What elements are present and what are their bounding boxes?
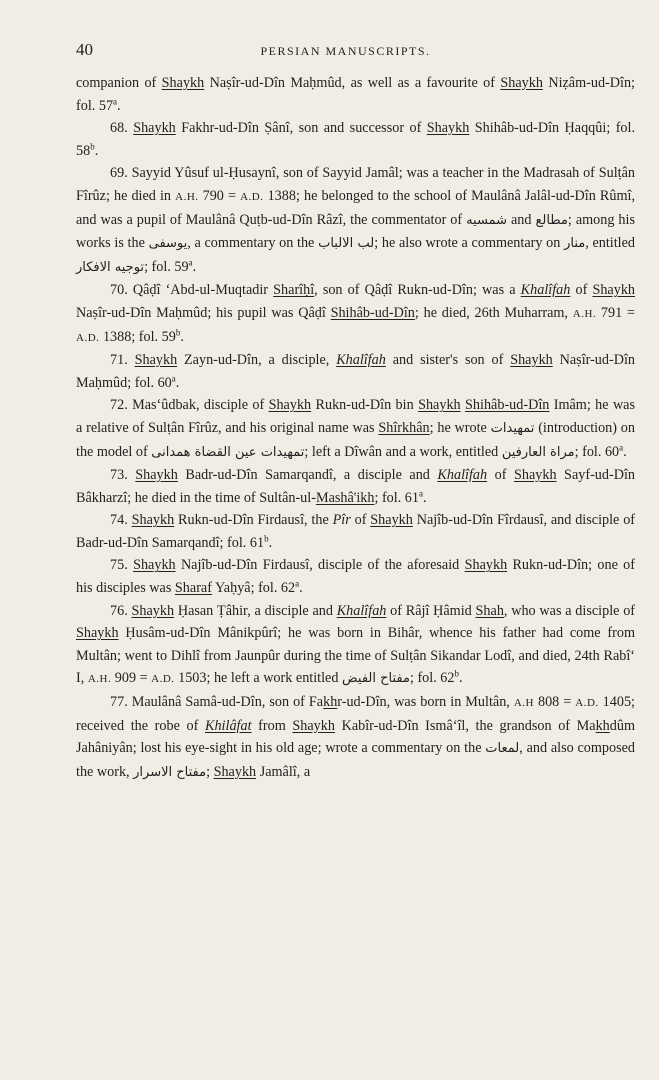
entry-73 bbox=[76, 464, 635, 509]
text: ; fol. 60 bbox=[574, 443, 620, 460]
text: 71. bbox=[110, 352, 135, 369]
text: of Râjî Ḥâmid bbox=[386, 602, 476, 619]
folio-superscript: b bbox=[90, 141, 95, 152]
text: Kabîr-ud-Dîn Ismâ‘îl, the grandson of Ma bbox=[334, 717, 596, 734]
text: , a commentary on the bbox=[187, 235, 319, 252]
text: Shah bbox=[475, 602, 504, 619]
text: ; left a Dîwân and a work, entitled bbox=[304, 443, 502, 460]
text: dûm Jahâniyân; lost his eye-sight in his old age; wrote a commentary on the bbox=[76, 717, 635, 757]
text: Zayn-ud-Dîn, a disciple, bbox=[177, 352, 337, 369]
text: 1503; he left a work entitled bbox=[174, 670, 342, 687]
text: ; fol. 61 bbox=[374, 489, 419, 506]
entry-76 bbox=[76, 600, 635, 691]
folio-superscript: b bbox=[264, 533, 269, 544]
entry-71 bbox=[76, 349, 635, 394]
text: Ḥasan Ṭâhir, a disciple and bbox=[174, 602, 337, 619]
text: companion of bbox=[76, 75, 162, 91]
text: Sharîḥî bbox=[273, 282, 315, 299]
text: Shaykh bbox=[268, 397, 312, 414]
text: . bbox=[623, 443, 627, 460]
text: 75. bbox=[110, 557, 134, 574]
text: Shihâb-ud-Dîn bbox=[465, 397, 550, 414]
folio-superscript: a bbox=[171, 372, 176, 383]
text: ; he also wrote a commentary on bbox=[374, 235, 565, 252]
text: Najîb-ud-Dîn Fîrdausî, and disciple of Badr-ud-Dîn Samarqandî; fol. 61 bbox=[76, 512, 636, 551]
entry-69 bbox=[76, 162, 635, 279]
arabic-title: مراة العارفین bbox=[501, 444, 575, 460]
text: ; among his works is the bbox=[76, 211, 635, 252]
text: from bbox=[251, 717, 293, 734]
text: 69. Sayyid Yûsuf ul-Ḥusaynî, son of Sayyid Jamâl; was a teacher in the Madrasah of Sulṭân Fîrûz; he died in bbox=[76, 165, 635, 204]
text: A.D. bbox=[151, 673, 175, 686]
text: kh bbox=[323, 694, 338, 711]
text: Shîrkhân bbox=[378, 419, 430, 436]
text: 70. Qâḍî ‘Abd-ul-Muqtadir bbox=[110, 282, 274, 299]
folio-superscript: b bbox=[175, 326, 181, 337]
text: Khalîfah bbox=[520, 282, 571, 299]
text: 73. bbox=[110, 467, 136, 484]
arabic-title: لمعات bbox=[485, 741, 520, 757]
text: 1388; fol. 59 bbox=[99, 328, 176, 345]
text: . bbox=[180, 328, 184, 345]
text: 808 = bbox=[533, 694, 576, 711]
text: Shaykh bbox=[161, 75, 205, 91]
text: 74. bbox=[110, 512, 132, 529]
text: Shaykh bbox=[510, 352, 553, 369]
text: A.H. bbox=[87, 673, 112, 686]
text: . bbox=[175, 374, 180, 391]
text: 790 = bbox=[198, 187, 241, 204]
page-header bbox=[76, 34, 635, 72]
text: A.H. bbox=[572, 307, 597, 320]
text: Badr-ud-Dîn Samarqandî, a disciple and bbox=[177, 467, 438, 484]
text: 72. Mas‘ûdbak, disciple of bbox=[110, 397, 269, 414]
text: 1405; received the robe of bbox=[76, 694, 635, 734]
text: Shaykh bbox=[133, 120, 176, 137]
text: Yaḥyâ; fol. 62 bbox=[211, 580, 296, 597]
text: A.H bbox=[513, 697, 534, 710]
text: Shaykh bbox=[292, 717, 335, 734]
entry-68 bbox=[76, 117, 635, 162]
text: Shaykh bbox=[131, 512, 175, 529]
text: Rukn-ud-Dîn; one of his disciples was bbox=[76, 557, 636, 597]
catalogue-text bbox=[76, 72, 635, 784]
text: 76. bbox=[110, 602, 132, 619]
text: . bbox=[192, 258, 197, 275]
text: Pîr bbox=[332, 512, 351, 529]
text: Shaykh bbox=[135, 467, 178, 484]
arabic-title: مطالع bbox=[535, 212, 568, 228]
text: Sayf-ud-Dîn Bâkharzî; he died in the time of Sultân-ul- bbox=[76, 467, 635, 506]
text: Imâm; he was a relative of Sulṭân Fîrûz, and his original name was bbox=[76, 397, 636, 436]
text: . bbox=[299, 580, 303, 597]
text: 791 = bbox=[596, 304, 635, 321]
folio-superscript: a bbox=[295, 578, 300, 589]
text: Khalîfah bbox=[336, 602, 387, 619]
entry-67-continuation bbox=[76, 72, 635, 117]
text: and bbox=[506, 211, 536, 228]
arabic-title: تمهیدات عین القضاة همدانی bbox=[151, 444, 305, 460]
folio-superscript: a bbox=[188, 257, 193, 268]
text: Shaykh bbox=[370, 512, 413, 529]
text: . bbox=[94, 142, 99, 159]
text: A.D. bbox=[240, 190, 264, 203]
text: Rukn-ud-Dîn Firdausî, the bbox=[174, 512, 333, 529]
entry-77 bbox=[76, 691, 635, 784]
text: ; bbox=[206, 763, 214, 780]
text: Shaykh bbox=[134, 352, 178, 369]
text: ; fol. 62 bbox=[409, 670, 455, 687]
text: Najîb-ud-Dîn Firdausî, disciple of the aforesaid bbox=[175, 557, 465, 574]
arabic-title: لب الالباب bbox=[318, 236, 375, 252]
text: . bbox=[458, 670, 463, 687]
arabic-title: مفتاح الاسرار bbox=[133, 764, 207, 780]
entry-74 bbox=[76, 509, 635, 554]
page-number: 40 bbox=[76, 40, 93, 59]
text: ; fol. 59 bbox=[144, 258, 189, 275]
text: 68. bbox=[110, 120, 134, 137]
folio-superscript: b bbox=[454, 668, 459, 679]
entry-72 bbox=[76, 394, 635, 464]
text: Shaykh bbox=[513, 467, 557, 484]
text: Shihâb-ud-Dîn bbox=[330, 304, 415, 321]
text: A.D. bbox=[575, 697, 599, 710]
text: , entitled bbox=[585, 235, 636, 252]
text: Naṣîr-ud-Dîn Maḥmûd; his pupil was Qâḍî bbox=[76, 304, 331, 321]
text: . bbox=[423, 489, 427, 506]
text: A.D. bbox=[76, 331, 100, 344]
text: , son of Qâḍî Rukn-ud-Dîn; was a bbox=[314, 282, 521, 299]
text: , who was a disciple of bbox=[503, 602, 636, 619]
folio-superscript: a bbox=[419, 487, 423, 498]
arabic-title: منار bbox=[564, 236, 586, 252]
text: Khalîfah bbox=[336, 352, 386, 369]
text: r-ud-Dîn, was born in Multân, bbox=[337, 694, 514, 711]
text: , and also composed the work, bbox=[76, 740, 635, 780]
text: Mashâ'ikh bbox=[315, 489, 375, 506]
folio-superscript: a bbox=[619, 441, 624, 452]
arabic-title: تمهیدات bbox=[490, 420, 535, 436]
text: Ḥusâm-ud-Dîn Mânikpûrî; he was born in Bihâr, whence his father had come from Multân; went to Dihlî from Jaunpûr during the time of Sulṭân Sikandar Lodî, and died, 24th Rabî‘ I, bbox=[76, 625, 635, 687]
text: kh bbox=[595, 717, 610, 734]
entry-75 bbox=[76, 554, 635, 599]
text: of bbox=[350, 512, 371, 529]
text: of bbox=[487, 467, 514, 484]
text: 77. Maulânâ Samâ-ud-Dîn, son of Fa bbox=[110, 694, 324, 711]
arabic-title: شمسیه bbox=[466, 212, 507, 228]
arabic-title: یوسفی bbox=[148, 236, 188, 252]
text: 909 = bbox=[111, 670, 152, 687]
text: Niẓâm-ud-Dîn; fol. 57 bbox=[76, 75, 635, 114]
text: ; he wrote bbox=[429, 419, 491, 436]
text: of bbox=[570, 282, 593, 299]
text: 1388; he belonged to the school of Maulânâ Jalâl-ud-Dîn Rûmî, and was a pupil of Maulânâ Quṭb-ud-Dîn Râzî, the commentator of bbox=[76, 187, 635, 228]
text: Shaykh bbox=[213, 763, 257, 780]
text: Rukn-ud-Dîn bin bbox=[311, 397, 419, 414]
text: Shaykh bbox=[418, 397, 461, 414]
arabic-title: مفتاح الفیض bbox=[342, 671, 410, 687]
entry-70 bbox=[76, 279, 635, 349]
arabic-title: توجیه الافکار bbox=[76, 259, 145, 275]
text: Naṣîr-ud-Dîn Maḥmûd, as well as a favourite of bbox=[204, 75, 501, 91]
text: ; he died, 26th Muharram, bbox=[414, 304, 573, 321]
text: and sister's son of bbox=[385, 352, 511, 369]
running-title: PERSIAN MANUSCRIPTS. bbox=[260, 44, 431, 58]
text: Shaykh bbox=[133, 557, 176, 574]
text: Shaykh bbox=[500, 75, 543, 91]
text: Shaykh bbox=[464, 557, 508, 574]
text: Sharaf bbox=[174, 580, 212, 597]
text: Shihâb-ud-Dîn Ḥaqqûi; fol. 58 bbox=[76, 120, 636, 159]
text: Khalîfah bbox=[437, 467, 488, 484]
text: Khilâfat bbox=[205, 717, 252, 734]
text: Shaykh bbox=[426, 120, 470, 137]
text: Fakhr-ud-Dîn Ṣânî, son and successor of bbox=[175, 120, 427, 137]
text: . bbox=[268, 534, 273, 551]
folio-superscript: a bbox=[113, 95, 118, 106]
text: Shaykh bbox=[131, 602, 175, 619]
text: A.H. bbox=[175, 190, 199, 203]
text: Naṣîr-ud-Dîn Maḥmûd; fol. 60 bbox=[76, 352, 635, 391]
text: . bbox=[117, 97, 121, 114]
text: Shaykh bbox=[76, 625, 119, 642]
text: (introduction) on the model of bbox=[76, 419, 635, 460]
text: Shaykh bbox=[592, 282, 635, 299]
text: Jamâlî, a bbox=[256, 763, 311, 780]
